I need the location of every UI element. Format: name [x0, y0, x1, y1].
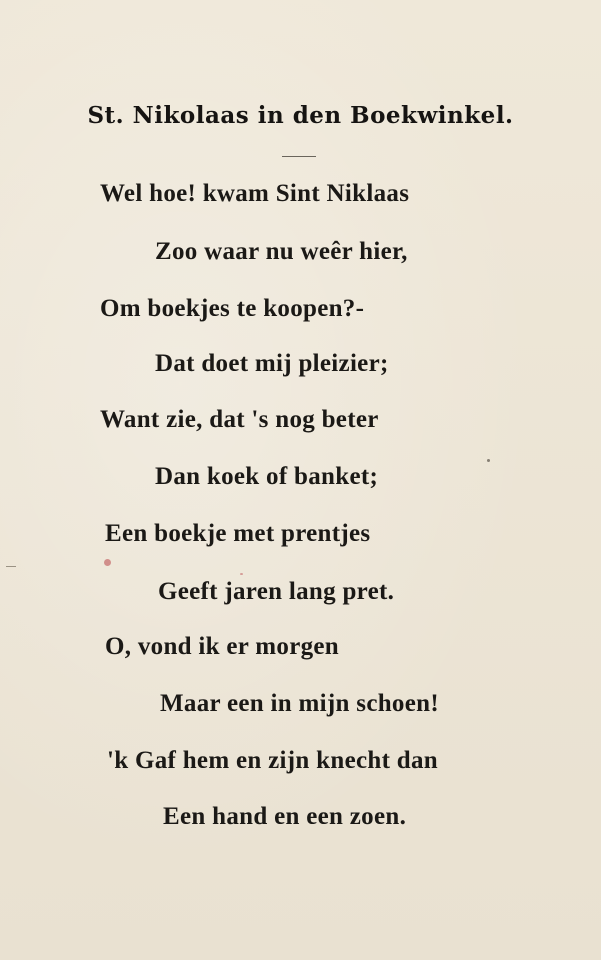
poem-line-12: Een hand en een zoen. — [163, 803, 407, 830]
poem-line-1: Wel hoe! kwam Sint Niklaas — [100, 180, 410, 207]
ink-speck — [487, 459, 490, 462]
poem-line-9: O, vond ik er morgen — [105, 633, 340, 660]
title-divider — [282, 156, 316, 157]
ink-speck — [104, 559, 111, 566]
ink-speck — [240, 573, 243, 575]
poem-line-10: Maar een in mijn schoen! — [160, 690, 439, 717]
poem-line-6: Dan koek of banket; — [155, 463, 379, 490]
poem-line-8: Geeft jaren lang pret. — [158, 578, 395, 605]
poem-line-5: Want zie, dat 's nog beter — [100, 406, 379, 433]
poem-line-2: Zoo waar nu weêr hier, — [155, 238, 408, 265]
poem-line-7: Een boekje met prentjes — [105, 520, 371, 547]
poem-line-11: 'k Gaf hem en zijn knecht dan — [107, 747, 438, 774]
poem-line-4: Dat doet mij pleizier; — [155, 350, 389, 377]
page-edge-mark — [6, 566, 16, 567]
poem-title: St. Nikolaas in den Boekwinkel. — [87, 102, 514, 129]
poem-line-3: Om boekjes te koopen?- — [100, 295, 365, 322]
